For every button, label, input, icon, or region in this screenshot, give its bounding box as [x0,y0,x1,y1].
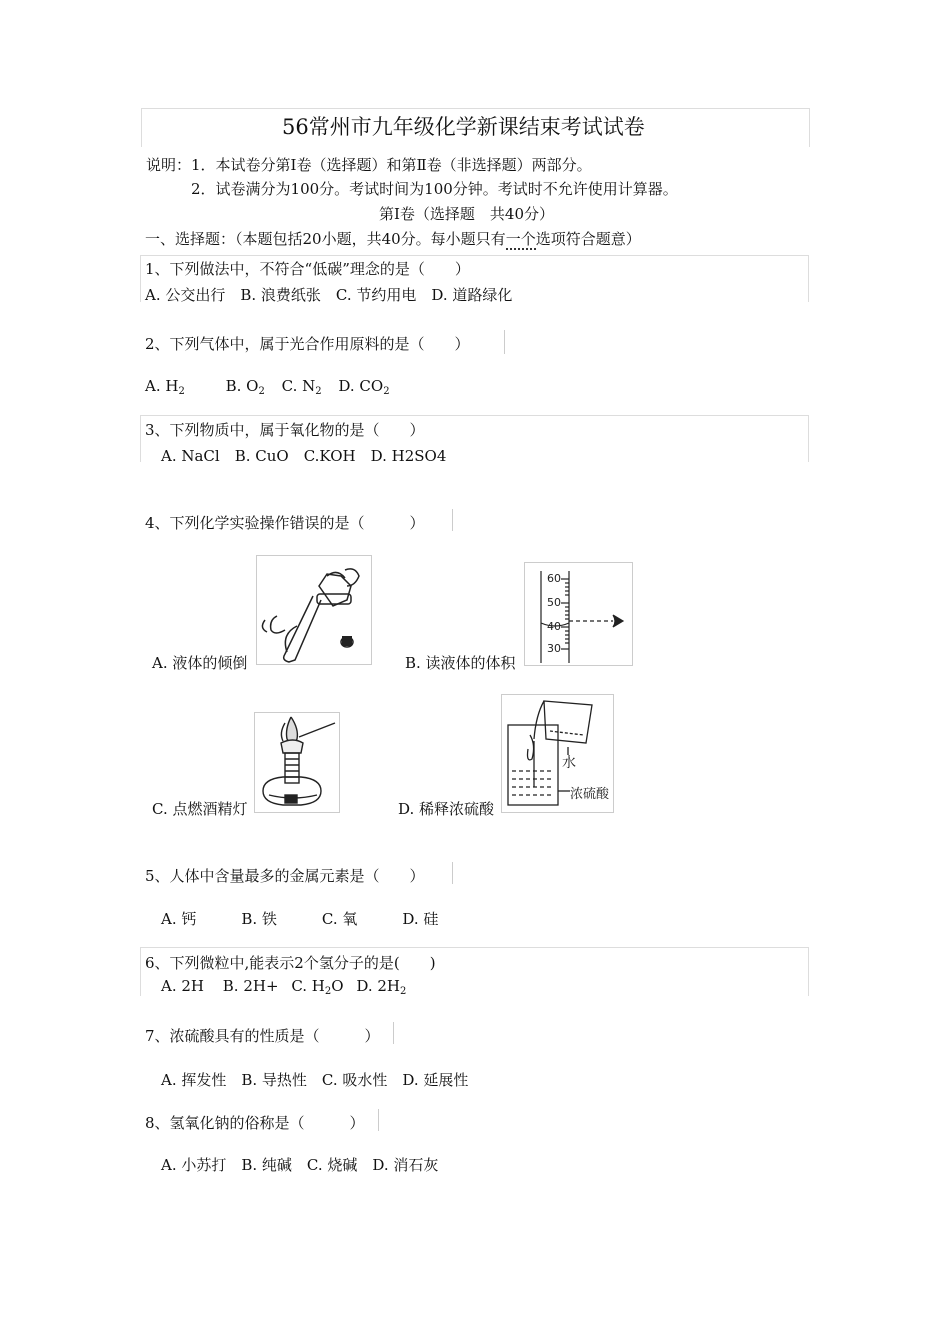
q6-option-d: D. $2H_2$ [356,977,407,997]
tick-label-40: 40 [547,620,561,633]
q2-divider [504,330,505,354]
q4-figure-reading-volume [524,562,633,666]
alcohol-lamp-illustration [255,713,339,812]
q2-option-d: D. $CO_2$ [338,377,390,397]
section1-instructions [145,228,641,249]
tick-label-50: 50 [547,596,561,609]
notes-line-2: 2．试卷满分为100分。考试时间为100分钟。考试时不允许使用计算器。 [191,180,678,198]
q4-figure-lighting-lamp [254,712,340,813]
q5-divider [452,862,453,884]
part1-header: 第Ⅰ卷（选择题 共40分） [379,205,555,223]
tick-label-30: 30 [547,642,561,655]
q7-divider [393,1022,394,1044]
q8-stem: 8、氢氧化钠的俗称是（ ） [145,1114,365,1132]
q2-option-c: C. $N_2$ [281,377,322,397]
q7-stem: 7、浓硫酸具有的性质是（ ） [145,1027,380,1045]
q4-figure-diluting-acid [501,694,614,813]
q4-divider [452,509,453,531]
section1-text-before: 一、选择题：（本题包括20小题，共40分。每小题只有 [145,230,506,248]
section1-emphasis: 一个 [505,230,536,248]
q6-option-b: B. 2H+ [222,977,279,995]
q4-option-b-label: B. 读液体的体积 [405,654,516,672]
q4-option-a-label: A. 液体的倾倒 [152,654,248,672]
water-label: 水 [562,755,576,771]
q1-options: A. 公交出行 B. 浪费纸张 C. 节约用电 D. 道路绿化 [145,286,513,304]
q5-options: A. 钙 B. 铁 C. 氧 D. 硅 [161,910,439,928]
graduated-cylinder [525,563,632,665]
q8-divider [378,1109,379,1131]
q5-stem: 5、人体中含量最多的金属元素是（ ） [145,867,425,885]
acid-label: 浓硫酸 [570,787,610,802]
q1-stem: 1、下列做法中，不符合“低碳”理念的是（ ） [145,260,470,278]
q6-stem: 6、下列微粒中,能表示2个氢分子的是( ) [145,954,436,972]
q4-option-d-label: D. 稀释浓硫酸 [398,800,495,818]
q2-option-b: B. $O_2$ [225,377,265,397]
notes-line-1: 说明：1．本试卷分第Ⅰ卷（选择题）和第Ⅱ卷（非选择题）两部分。 [146,156,592,174]
dilution-illustration [502,695,613,812]
q3-stem: 3、下列物质中，属于氧化物的是（ ） [145,421,425,439]
pouring-illustration [257,556,371,664]
page-title: 56常州市九年级化学新课结束考试试卷 [282,115,645,139]
scale-ticks [561,579,569,649]
q7-options: A. 挥发性 B. 导热性 C. 吸水性 D. 延展性 [161,1071,469,1089]
q2-options [145,377,390,397]
q6-options [161,977,406,997]
q3-options: A. NaCl B. CuO C.KOH D. H2SO4 [161,447,447,465]
q2-option-a: A. $H_2$ [145,377,185,397]
tick-label-60: 60 [547,572,561,585]
q4-option-c-label: C. 点燃酒精灯 [152,800,248,818]
q2-stem: 2、下列气体中，属于光合作用原料的是（ ） [145,335,470,353]
section1-text-after: 选项符合题意） [535,230,641,248]
q8-options: A. 小苏打 B. 纯碱 C. 烧碱 D. 消石灰 [161,1156,439,1174]
q4-figure-pouring-liquid [256,555,372,665]
q6-option-c: C. $H_2O$ [291,977,344,997]
q6-option-a: A. 2H [161,977,204,995]
q4-stem: 4、下列化学实验操作错误的是（ ） [145,514,425,532]
